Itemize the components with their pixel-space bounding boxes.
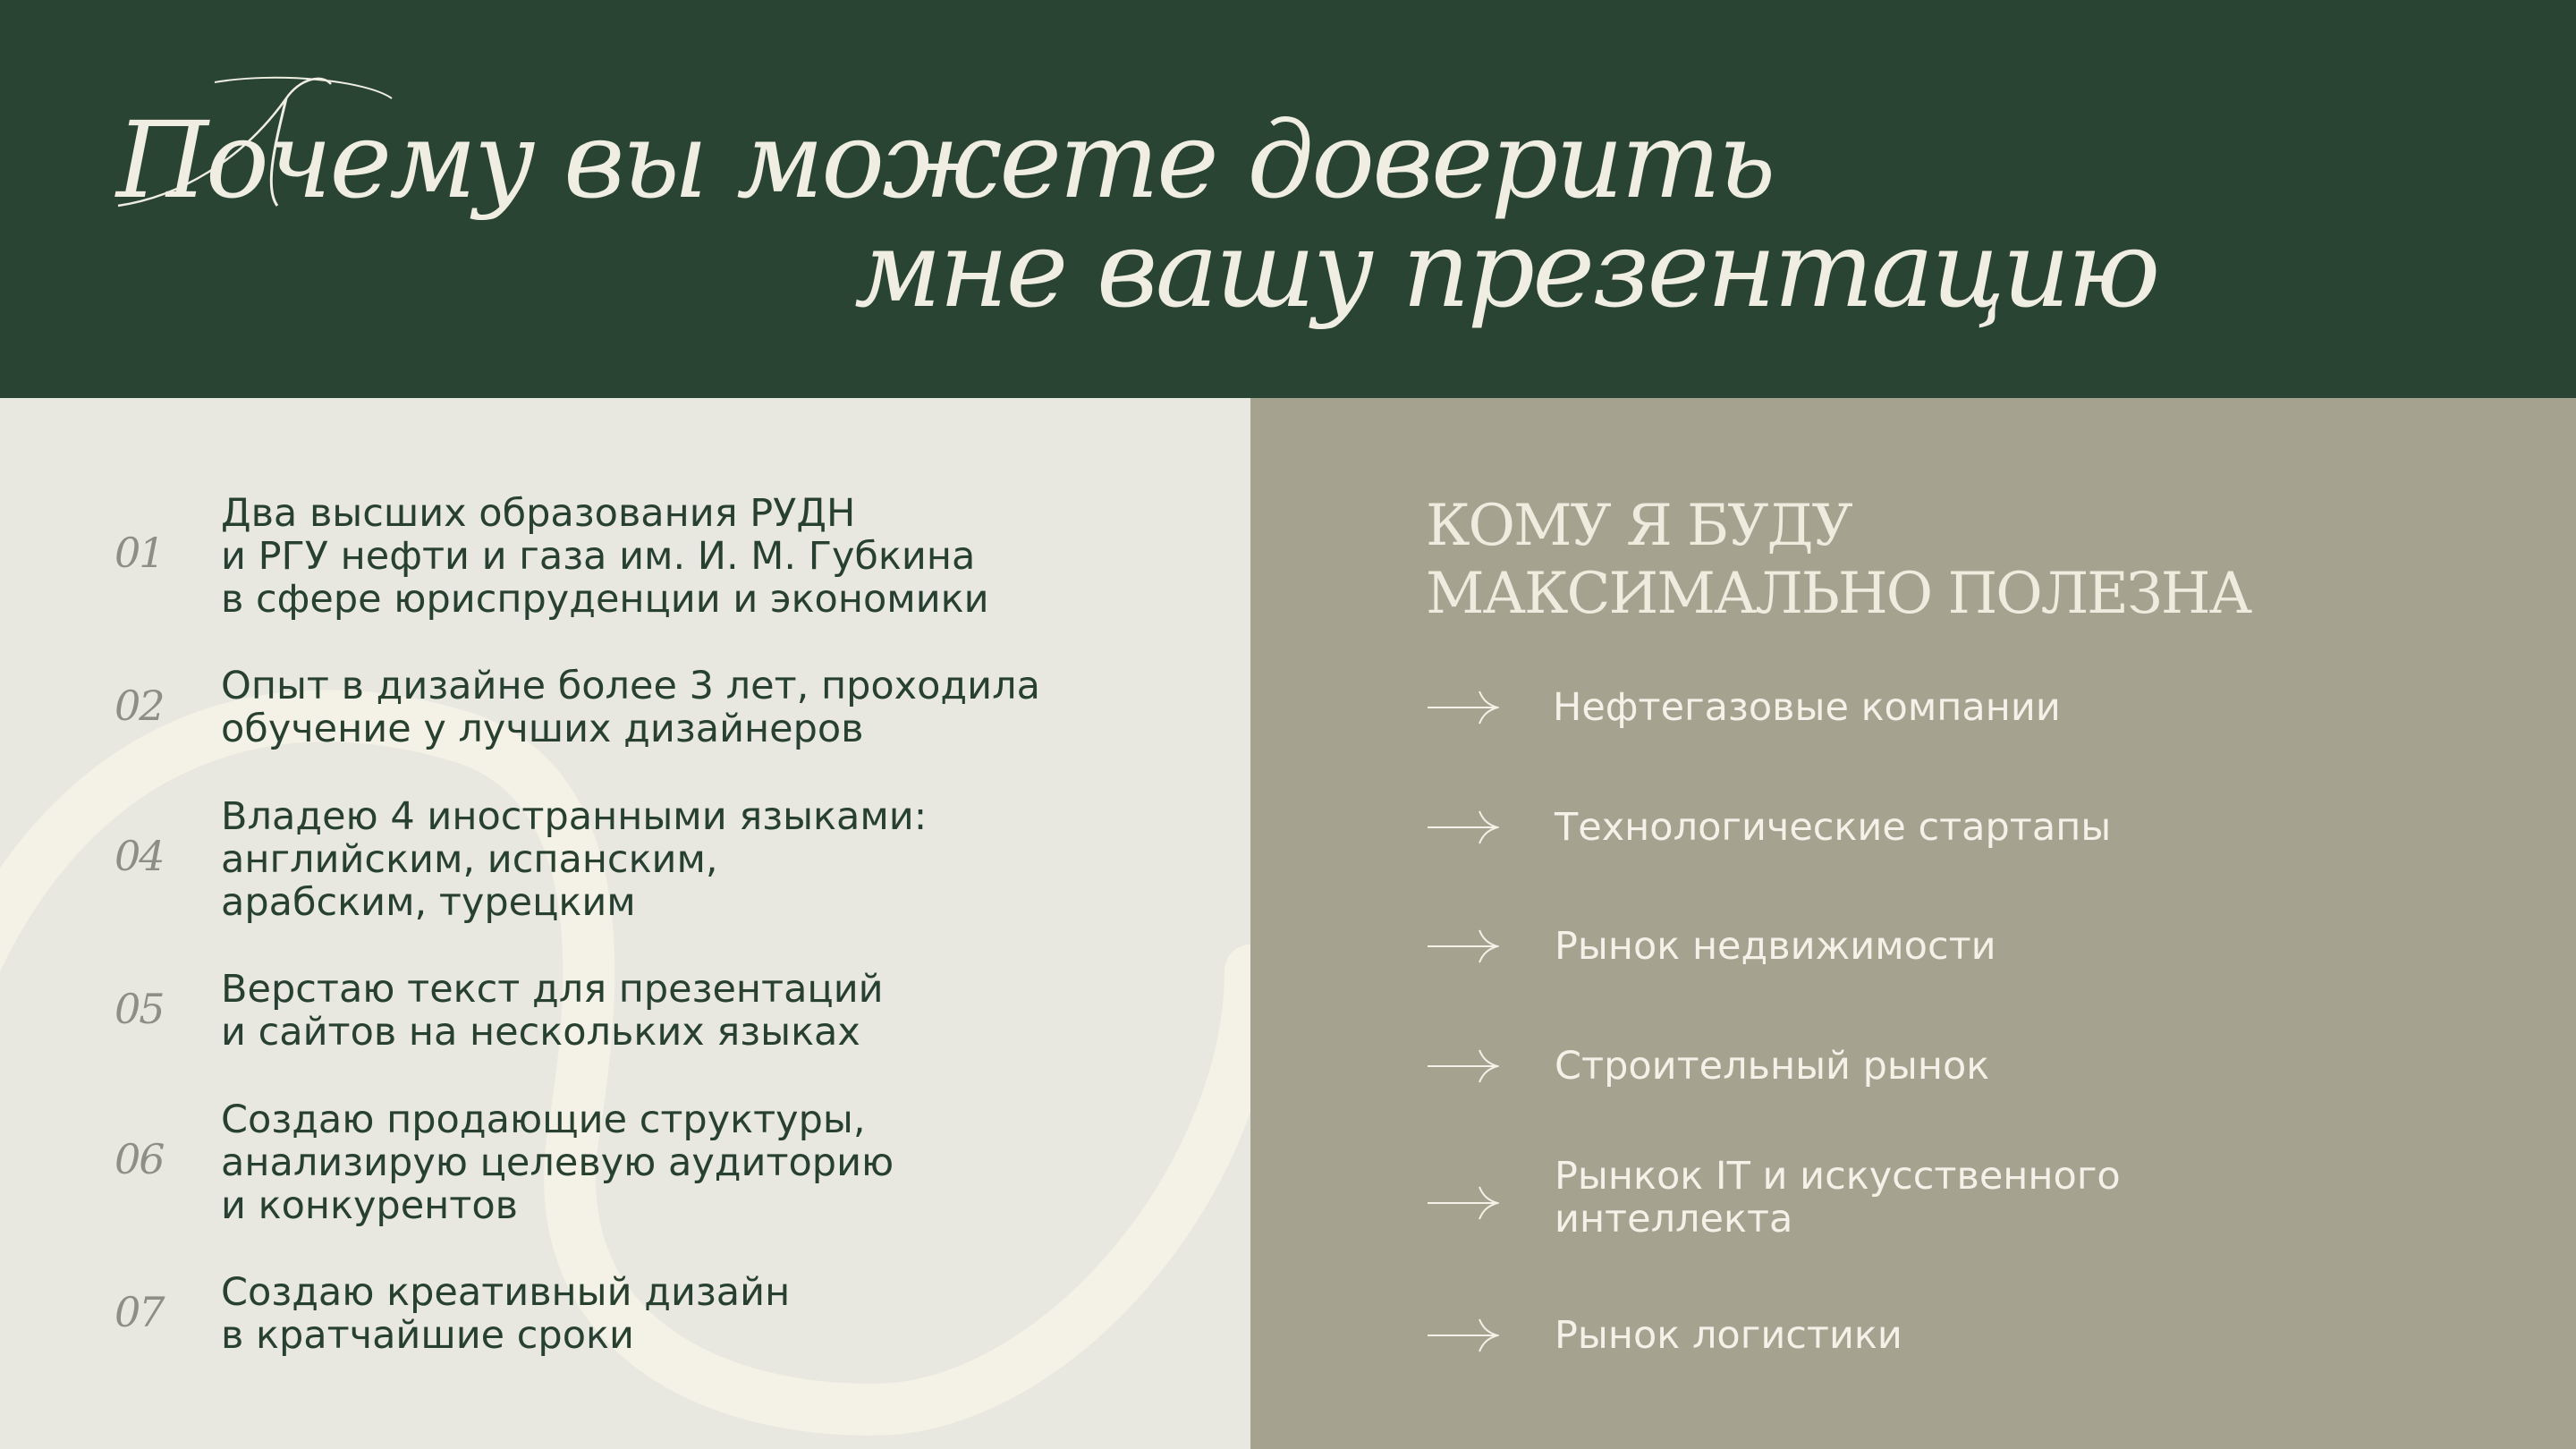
page-title-line-2: мне вашу презентацию: [854, 208, 2158, 331]
client-label: Технологические стартапы: [1555, 805, 2112, 850]
item-text: Опыт в дизайне более 3 лет, проходила обучение у лучших дизайнеров: [221, 664, 1040, 751]
client-label: Строительный рынок: [1555, 1044, 1990, 1089]
client-label: Рынок логистики: [1555, 1313, 1902, 1358]
clients-heading: КОМУ Я БУДУ МАКСИМАЛЬНО ПОЛЕЗНА: [1426, 493, 2251, 627]
arrow-right-icon: [1426, 1318, 1499, 1353]
item-number: 07: [114, 1288, 164, 1336]
item-number: 06: [114, 1135, 164, 1183]
qualifications-panel: [0, 398, 1250, 1449]
item-text: Два высших образования РУДН и РГУ нефти и газа им. И. М. Губкина в сфере юриспруденции и экономики: [221, 491, 989, 622]
item-text: Создаю продающие структуры, анализирую целевую аудиторию и конкурентов: [221, 1097, 894, 1228]
item-text: Верстаю текст для презентаций и сайтов на нескольких языках: [221, 967, 884, 1055]
arrow-right-icon: [1426, 1048, 1499, 1084]
item-number: 02: [114, 682, 164, 730]
item-number: 05: [114, 985, 164, 1033]
arrow-right-icon: [1426, 690, 1499, 725]
clients-panel: [1250, 398, 2576, 1449]
header-band: [0, 0, 2576, 398]
client-label: Рынок недвижимости: [1555, 924, 1996, 969]
page-title-line-1: Почему вы можете доверить: [116, 98, 1774, 222]
arrow-right-icon: [1426, 928, 1499, 964]
arrow-right-icon: [1426, 809, 1499, 845]
item-text: Создаю креативный дизайн в кратчайшие сроки: [221, 1270, 791, 1358]
item-number: 01: [114, 529, 164, 577]
item-text: Владею 4 иностранными языками: английским, испанским, арабским, турецким: [221, 794, 928, 925]
arrow-right-icon: [1426, 1185, 1499, 1221]
client-label: Рынкок IT и искусственного интеллекта: [1555, 1154, 2121, 1241]
client-label: Нефтегазовые компании: [1553, 685, 2061, 730]
item-number: 04: [114, 832, 164, 880]
